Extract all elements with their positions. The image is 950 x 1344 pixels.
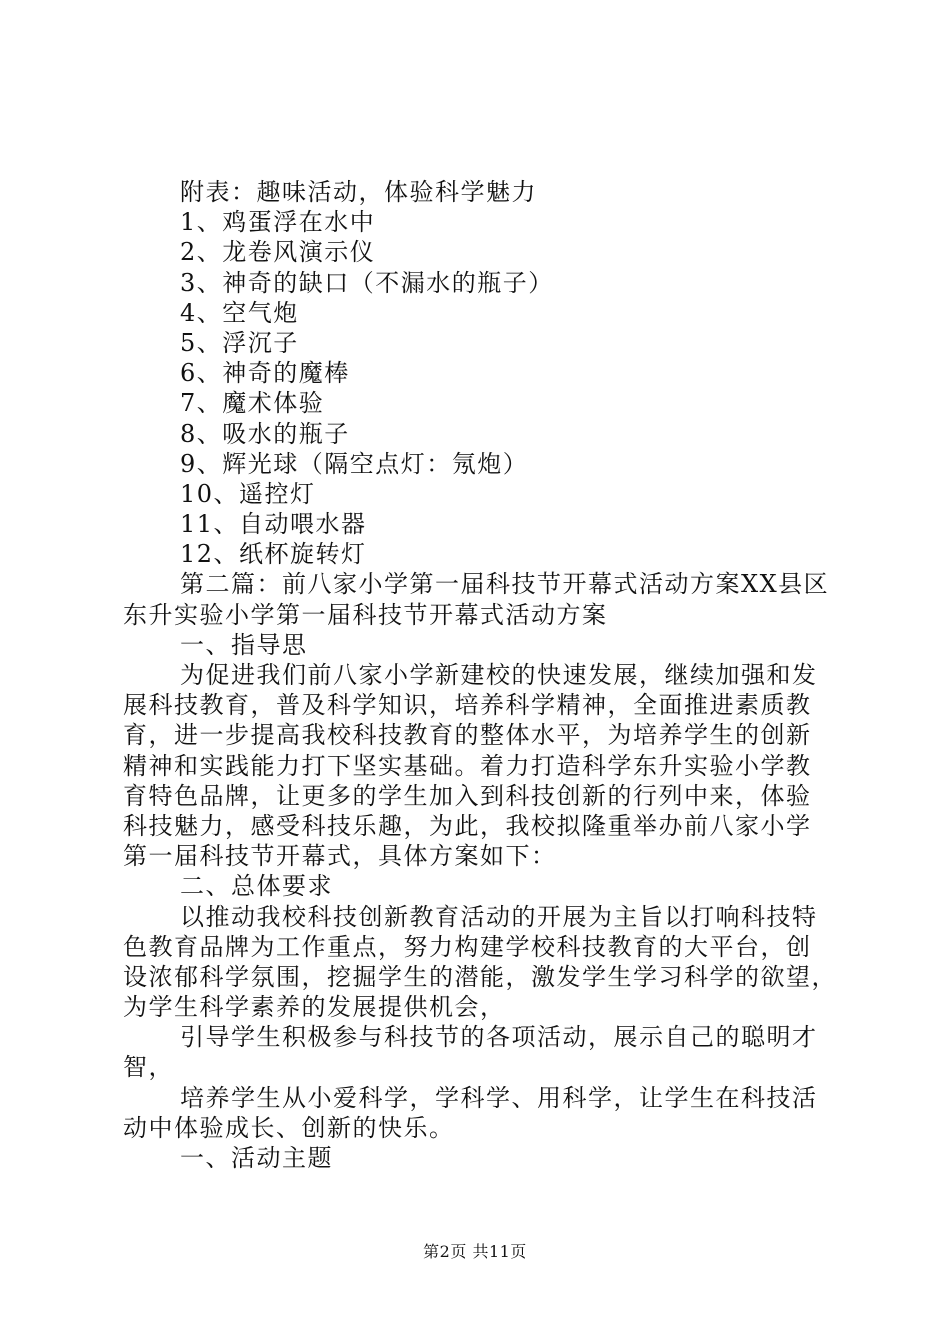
list-item: 1、鸡蛋浮在水中 [180, 208, 376, 237]
page-number: 第2页 共11页 [423, 1242, 527, 1261]
list-item: 2、龙卷风演示仪 [180, 238, 376, 267]
paragraph-line: 引导学生积极参与科技节的各项活动，展示自己的聪明才 [180, 1023, 818, 1052]
list-item: 8、吸水的瓶子 [180, 419, 350, 448]
paragraph-line: 科技魅力，感受科技乐趣，为此，我校拟隆重举办前八家小学 [123, 811, 812, 840]
list-item: 10、遥控灯 [180, 479, 316, 508]
paragraph-line: 为学生科学素养的发展提供机会， [123, 993, 506, 1022]
list-item: 11、自动喂水器 [180, 510, 367, 539]
paragraph-line: 智， [123, 1053, 174, 1082]
paragraph-line: 为促进我们前八家小学新建校的快速发展，继续加强和发 [180, 661, 818, 689]
paragraph-line: 第一届科技节开幕式，具体方案如下： [123, 842, 557, 871]
subsection-heading: 二、总体要求 [180, 872, 333, 901]
paragraph-line: 动中体验成长、创新的快乐。 [123, 1113, 455, 1142]
subsection-heading: 一、活动主题 [180, 1144, 333, 1172]
list-item: 4、空气炮 [180, 298, 299, 327]
list-item: 9、辉光球（隔空点灯：氖炮） [180, 449, 529, 478]
list-item: 7、魔术体验 [180, 389, 325, 418]
list-item: 12、纸杯旋转灯 [180, 540, 367, 569]
list-item: 6、神奇的魔棒 [180, 359, 350, 388]
paragraph-line: 培养学生从小爱科学，学科学、用科学，让学生在科技活 [180, 1083, 818, 1112]
page-footer [0, 1242, 950, 1262]
list-item: 3、神奇的缺口（不漏水的瓶子） [180, 268, 554, 297]
document-body [123, 177, 835, 1173]
subsection-heading: 一、指导思 [180, 630, 308, 659]
paragraph-line: 精神和实践能力打下坚实基础。着力打造科学东升实验小学教 [123, 751, 812, 780]
paragraph-line: 以推动我校科技创新教育活动的开展为主旨以打响科技特 [180, 902, 818, 931]
appendix-title: 附表：趣味活动，体验科学魅力 [180, 178, 537, 206]
paragraph-line: 育，进一步提高我校科技教育的整体水平，为培养学生的创新 [123, 721, 812, 750]
section-heading-continued: 东升实验小学第一届科技节开幕式活动方案 [123, 600, 608, 629]
section-heading: 第二篇：前八家小学第一届科技节开幕式活动方案XX县区 [180, 570, 830, 599]
paragraph-line: 育特色品牌，让更多的学生加入到科技创新的行列中来，体验 [123, 781, 812, 810]
list-item: 5、浮沉子 [180, 328, 299, 357]
paragraph-line: 展科技教育，普及科学知识，培养科学精神，全面推进素质教 [123, 691, 812, 720]
paragraph-line: 设浓郁科学氛围，挖掘学生的潜能，激发学生学习科学的欲望， [123, 962, 837, 991]
paragraph-line: 色教育品牌为工作重点，努力构建学校科技教育的大平台，创 [123, 932, 812, 961]
